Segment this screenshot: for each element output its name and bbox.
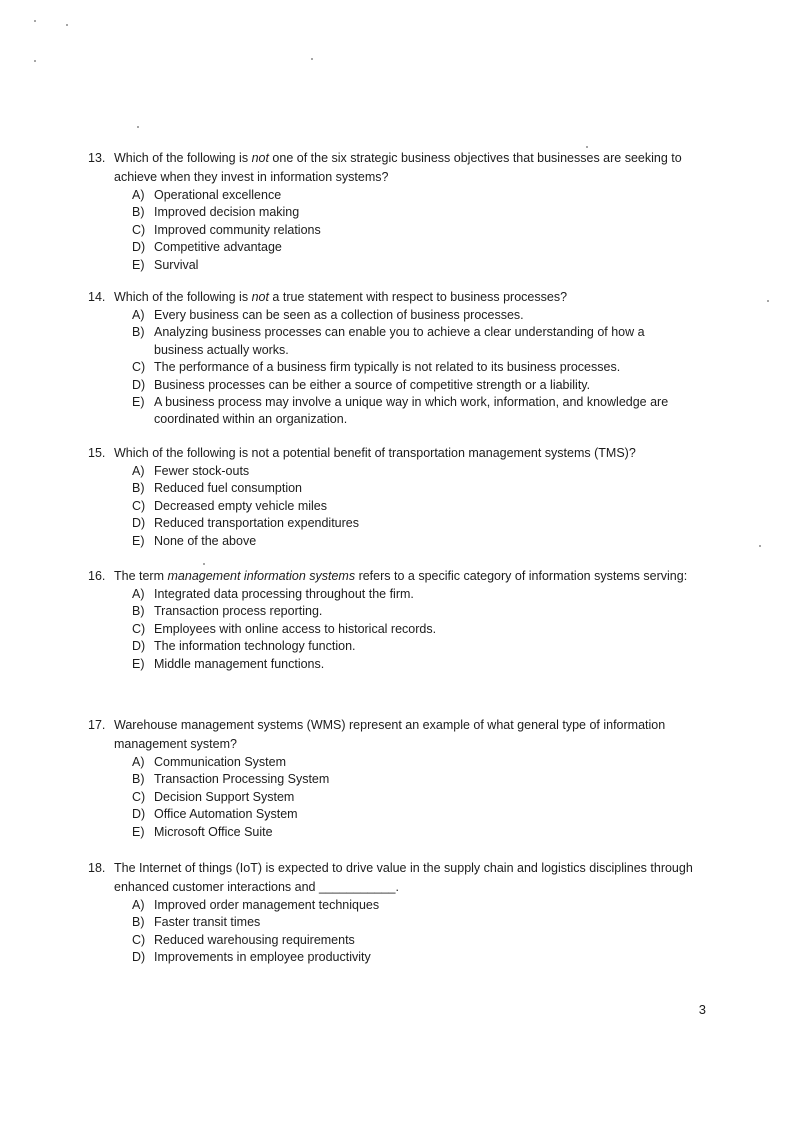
question-stem — [88, 716, 708, 754]
question-text: The Internet of things (IoT) is expected to drive value in the supply chain and logistics disciplines through enhanced customer interactions and ___________. — [114, 861, 693, 894]
answer-option[interactable]: C) Decreased empty vehicle miles — [132, 498, 327, 513]
answer-option[interactable]: A) Communication System — [132, 755, 286, 769]
answer-option[interactable]: A) Operational excellence — [132, 188, 282, 202]
question-stem — [88, 288, 708, 307]
answer-option[interactable]: D) Improvements in employee productivity — [132, 950, 371, 965]
answer-option[interactable]: E) None of the above — [132, 533, 257, 548]
answer-option[interactable]: A) Every business can be seen as a collection of business processes. — [132, 308, 524, 322]
question-number: 17. — [88, 718, 106, 732]
answer-options — [132, 897, 708, 967]
question-13 — [88, 149, 708, 274]
scan-speck — [137, 126, 139, 128]
answer-option[interactable]: E) Microsoft Office Suite — [132, 824, 273, 839]
answer-option[interactable]: B) Faster transit times — [132, 915, 261, 930]
answer-option[interactable]: D) The information technology function. — [132, 639, 356, 654]
scan-speck — [311, 58, 313, 60]
answer-option[interactable]: B) Analyzing business processes can enable you to achieve a clear understanding of how a business actually works. — [132, 325, 645, 357]
answer-options — [132, 754, 708, 841]
answer-option[interactable]: A) Fewer stock-outs — [132, 464, 250, 478]
emphasis: management information systems — [167, 569, 356, 583]
answer-option[interactable]: B) Improved decision making — [132, 205, 300, 220]
answer-option[interactable]: D) Office Automation System — [132, 807, 298, 822]
answer-option[interactable]: E) Survival — [132, 257, 199, 272]
answer-option[interactable]: D) Reduced transportation expenditures — [132, 516, 359, 531]
question-number: 16. — [88, 569, 106, 583]
answer-option[interactable]: D) Business processes can be either a source of competitive strength or a liability. — [132, 377, 591, 392]
question-16 — [88, 567, 708, 673]
emphasis: not — [251, 151, 269, 165]
answer-option[interactable]: C) Employees with online access to historical records. — [132, 621, 437, 636]
answer-options — [132, 187, 708, 274]
scan-speck — [759, 545, 761, 547]
question-text: Which of the following is not a true statement with respect to business processes? — [114, 290, 568, 304]
question-stem — [88, 567, 708, 586]
question-15 — [88, 444, 708, 550]
answer-option[interactable]: C) The performance of a business firm typically is not related to its business processes. — [132, 360, 621, 375]
question-stem — [88, 859, 708, 897]
answer-option[interactable]: D) Competitive advantage — [132, 240, 282, 255]
answer-option[interactable]: A) Improved order management techniques — [132, 898, 380, 912]
answer-option[interactable]: B) Reduced fuel consumption — [132, 481, 303, 496]
answer-option[interactable]: E) Middle management functions. — [132, 656, 325, 671]
emphasis: not — [251, 290, 269, 304]
question-text: Which of the following is not a potential benefit of transportation management systems (TMS)? — [114, 446, 636, 460]
answer-option[interactable]: C) Improved community relations — [132, 222, 321, 237]
answer-options — [132, 307, 708, 429]
question-number: 13. — [88, 151, 106, 165]
question-number: 14. — [88, 290, 106, 304]
scan-speck — [203, 563, 205, 565]
question-14 — [88, 288, 708, 429]
question-number: 15. — [88, 446, 106, 460]
question-text: The term management information systems refers to a specific category of information systems serving: — [114, 569, 688, 583]
answer-option[interactable]: B) Transaction process reporting. — [132, 604, 323, 619]
question-text: Warehouse management systems (WMS) represent an example of what general type of information management system? — [114, 718, 666, 751]
answer-option[interactable]: B) Transaction Processing System — [132, 772, 330, 787]
question-stem — [88, 149, 708, 187]
answer-options — [132, 463, 708, 550]
scan-speck — [586, 146, 588, 148]
answer-option[interactable]: C) Reduced warehousing requirements — [132, 932, 355, 947]
scan-speck — [34, 20, 36, 22]
question-number: 18. — [88, 861, 106, 875]
scan-speck — [34, 60, 36, 62]
question-18 — [88, 859, 708, 967]
question-stem — [88, 444, 708, 463]
question-text: Which of the following is not one of the six strategic business objectives that businesses are seeking to achieve when they invest in information systems? — [114, 151, 682, 184]
answer-option[interactable]: E) A business process may involve a unique way in which work, information, and knowledge are coordinated within an organization. — [132, 395, 669, 427]
question-17 — [88, 716, 708, 841]
page-number: 3 — [698, 1002, 706, 1017]
answer-options — [132, 586, 708, 673]
answer-option[interactable]: A) Integrated data processing throughout the firm. — [132, 587, 414, 601]
scan-speck — [66, 24, 68, 26]
answer-option[interactable]: C) Decision Support System — [132, 789, 295, 804]
scan-speck — [767, 300, 769, 302]
